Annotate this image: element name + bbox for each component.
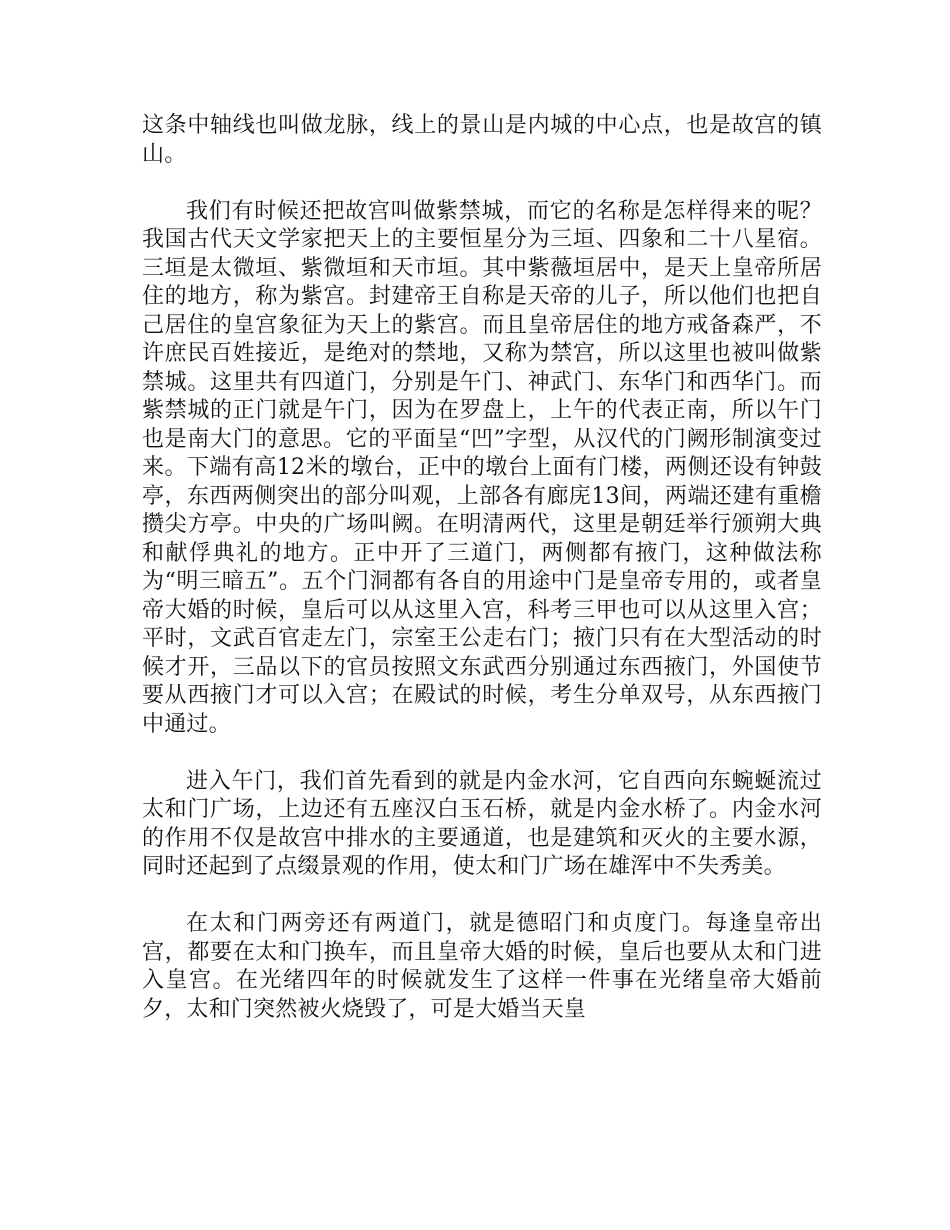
paragraph-4: 在太和门两旁还有两道门，就是德昭门和贞度门。每逢皇帝出宫，都要在太和门换车，而且皇帝大婚的时候，皇后也要从太和门进入皇宫。在光绪四年的时候就发生了这样一件事在光绪皇帝大婚前夕，太和门突然被火烧毁了，可是大婚当天皇 [142, 911, 822, 1022]
paragraph-2: 我们有时候还把故宫叫做紫禁城，而它的名称是怎样得来的呢？我国古代天文学家把天上的主要恒星分为三垣、四象和二十八星宿。三垣是太微垣、紫微垣和天市垣。其中紫薇垣居中，是天上皇帝所居住的地方，称为紫宫。封建帝王自称是天帝的儿子，所以他们也把自己居住的皇宫象征为天上的紫宫。而且皇帝居住的地方戒备森严，不许庶民百姓接近，是绝对的禁地，又称为禁宫，所以这里也被叫做紫禁城。这里共有四道门，分别是午门、神武门、东华门和西华门。而紫禁城的正门就是午门，因为在罗盘上，上午的代表正南，所以午门也是南大门的意思。它的平面呈“凹”字型，从汉代的门阙形制演变过来。下端有高12米的墩台，正中的墩台上面有门楼，两侧还设有钟鼓亭，东西两侧突出的部分叫观，上部各有廊庑13间，两端还建有重檐攒尖方亭。中央的广场叫阙。在明清两代，这里是朝廷举行颁朔大典和献俘典礼的地方。正中开了三道门，两侧都有掖门，这种做法称为“明三暗五”。五个门洞都有各自的用途中门是皇帝专用的，或者皇帝大婚的时候，皇后可以从这里入宫，科考三甲也可以从这里入宫；平时，文武百官走左门，宗室王公走右门；掖门只有在大型活动的时候才开，三品以下的官员按照文东武西分别通过东西掖门，外国使节要从西掖门才可以入宫；在殿试的时候，考生分单双号，从东西掖门中通过。 [142, 198, 822, 737]
paragraph-3: 进入午门，我们首先看到的就是内金水河，它自西向东蜿蜒流过太和门广场，上边还有五座汉白玉石桥，就是内金水桥了。内金水河的作用不仅是故宫中排水的主要通道，也是建筑和灭火的主要水源，同时还起到了点缀景观的作用，使太和门广场在雄浑中不失秀美。 [142, 768, 822, 879]
document-body [142, 112, 822, 1053]
paragraph-1: 这条中轴线也叫做龙脉，线上的景山是内城的中心点，也是故宫的镇山。 [142, 113, 822, 167]
